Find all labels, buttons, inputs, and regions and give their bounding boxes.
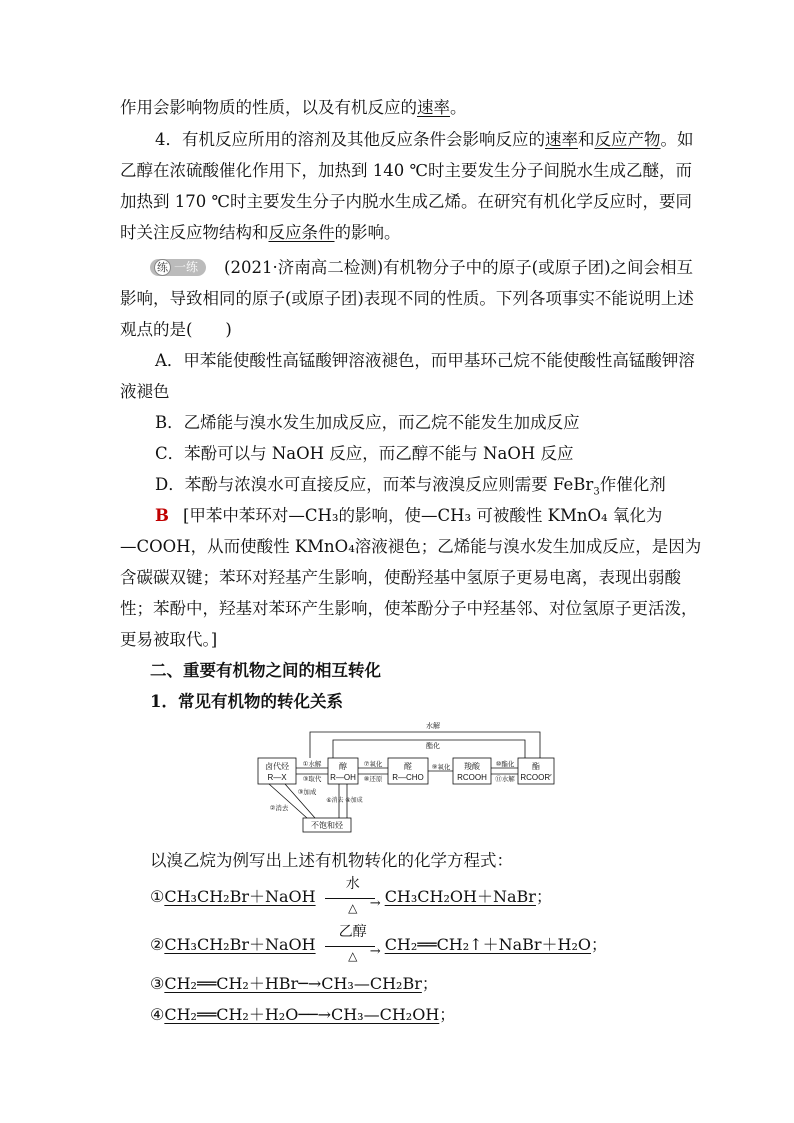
arrow-condition-bottom: △ — [348, 900, 358, 915]
eq-number: ① — [150, 887, 165, 906]
eq-body: CH₂══CH₂＋HBr─→CH₃—CH₂Br — [164, 974, 422, 993]
answer-line5: 更易被取代。] — [120, 630, 218, 649]
arrow-condition-top: 乙醇 — [338, 923, 367, 940]
eq-products: CH₃CH₂OH＋NaBr — [384, 887, 536, 906]
arrow-condition-top: 水 — [345, 875, 360, 892]
option-b: B．乙烯能与溴水发生加成反应，而乙烷不能发生加成反应 — [155, 413, 580, 432]
text: 作用会影响物质的性质，以及有机反应的 — [120, 98, 417, 117]
box-haloalkane-name: 卤代烃 — [265, 762, 289, 771]
text: 作催化剂 — [599, 475, 666, 494]
eq-number: ③ — [150, 974, 165, 993]
equation-4 — [150, 1004, 455, 1026]
label-11-hydrolysis: ⑪水解 — [495, 776, 515, 783]
box-alcohol-name: 醇 — [339, 762, 347, 771]
text: 。 — [450, 98, 467, 117]
label-esterification: 酯化 — [426, 743, 440, 750]
text: D．苯酚与浓溴水可直接反应，而苯与液溴反应则需要 FeBr — [155, 475, 594, 494]
exercise-question-line1 — [150, 257, 693, 279]
label-8-reduction: ⑧还原 — [363, 776, 383, 783]
eq-reactants: CH₃CH₂Br＋NaOH — [164, 887, 316, 906]
text: 。如 — [660, 130, 694, 149]
equation-2 — [150, 923, 608, 963]
box-ester-name: 酯 — [532, 762, 540, 771]
label-2-elimination: ②消去 — [269, 805, 289, 812]
label-7-oxidation: ⑦氧化 — [363, 761, 383, 768]
paragraph-end — [120, 97, 467, 119]
eq-end: ； — [439, 1005, 456, 1024]
label-hydrolysis: 水解 — [426, 723, 440, 730]
eq-end: ； — [591, 935, 608, 954]
label-4-addition: ④加成 — [345, 798, 363, 804]
conversion-diagram — [255, 718, 555, 836]
section-heading: 二、重要有机物之间的相互转化 — [150, 661, 381, 680]
text: 4．有机反应所用的溶剂及其他反应条件会影响反应的 — [155, 130, 545, 149]
answer-line3: 含碳碳双键；苯环对羟基产生影响，使酚羟基中氢原子更易电离，表现出弱酸 — [120, 568, 681, 587]
equations-intro: 以溴乙烷为例写出上述有机物转化的化学方程式： — [150, 851, 513, 870]
eq-body: CH₂══CH₂＋H₂O──→CH₃—CH₂OH — [164, 1005, 440, 1024]
eq-number: ② — [150, 935, 165, 954]
exercise-question-line2: 影响，导致相同的原子(或原子团)表现不同的性质。下列各项事实不能说明上述 — [120, 289, 694, 308]
answer-letter: B — [155, 506, 169, 525]
option-d — [155, 474, 666, 503]
answer-line4: 性；苯酚中，羟基对苯环产生影响，使苯酚分子中羟基邻、对位氢原子更活泼， — [120, 599, 698, 618]
eq-reactants: CH₃CH₂Br＋NaOH — [164, 935, 316, 954]
label-3-addition: ③加成 — [297, 789, 317, 796]
equation-3 — [150, 973, 438, 995]
label-3-substitution: ③取代 — [302, 776, 322, 783]
box-acid-formula: RCOOH — [457, 773, 487, 782]
box-aldehyde-name: 醛 — [404, 762, 412, 771]
option-c: C．苯酚可以与 NaOH 反应，而乙醇不能与 NaOH 反应 — [155, 444, 574, 463]
text: [甲苯中苯环对—CH₃的影响，使—CH₃ 可被酸性 KMnO₄ 氧化为 — [182, 506, 663, 525]
arrow-condition-bottom: △ — [348, 948, 358, 963]
reaction-arrow: 水 → △ — [325, 887, 381, 909]
option-a-line1: A．甲苯能使酸性高锰酸钾溶液褪色，而甲基环己烷不能使酸性高锰酸钾溶 — [155, 351, 695, 370]
eq-products: CH₂══CH₂↑＋NaBr＋H₂O — [384, 935, 592, 954]
underlined-term: 反应条件 — [268, 223, 335, 242]
label-10-esterification: ⑩酯化 — [495, 761, 515, 768]
eq-number: ④ — [150, 1005, 165, 1024]
text: 的影响。 — [334, 223, 401, 242]
eq-end: ； — [421, 974, 438, 993]
item4-line4 — [120, 222, 401, 244]
text: 和 — [578, 130, 595, 149]
label-9-oxidation: ⑨氧化 — [431, 764, 451, 771]
underlined-term: 速率 — [545, 130, 578, 149]
subsection-heading: 1．常见有机物的转化关系 — [150, 692, 343, 711]
box-unsaturated-hydrocarbon-label: 不饱和烃 — [311, 821, 343, 830]
top-arrow — [310, 732, 540, 758]
text: 时关注反应物结构和 — [120, 223, 269, 242]
item4-line3: 加热到 170 ℃时主要发生分子内脱水生成乙烯。在研究有机化学反应时，要同 — [120, 192, 692, 211]
label-1-hydrolysis: ①水解 — [302, 761, 322, 768]
item4-line1 — [155, 129, 694, 151]
reaction-arrow: 乙醇 → △ — [325, 935, 381, 957]
box-alcohol-formula: R—OH — [330, 773, 356, 782]
label-6-elimination: ⑥消去 — [326, 798, 344, 804]
subscript: 3 — [593, 486, 600, 498]
option-a-line2: 液褪色 — [120, 382, 170, 401]
box-ester-formula: RCOOR′ — [520, 773, 552, 782]
underlined-term: 反应产物 — [594, 130, 661, 149]
box-acid-name: 羧酸 — [464, 762, 480, 771]
box-haloalkane-formula: R—X — [267, 773, 287, 782]
item4-line2: 乙醇在浓硫酸催化作用下，加热到 140 ℃时主要发生分子间脱水生成乙醚，而 — [120, 161, 692, 180]
equation-1 — [150, 875, 552, 915]
box-aldehyde-formula: R—CHO — [392, 773, 424, 782]
eq-end: ； — [535, 887, 552, 906]
practice-badge-icon: 练 — [154, 259, 171, 276]
exercise-question-line3: 观点的是( ) — [120, 320, 232, 339]
practice-badge — [150, 259, 206, 276]
text: (2021·济南高二检测)有机物分子中的原子(或原子团)之间会相互 — [224, 258, 694, 277]
underlined-term: 速率 — [417, 98, 450, 117]
answer-line2: —COOH，从而使酸性 KMnO₄溶液褪色；乙烯能与溴水发生加成反应，是因为 — [120, 537, 702, 556]
practice-badge-text: 一练 — [174, 260, 199, 274]
answer-line1 — [155, 505, 662, 527]
